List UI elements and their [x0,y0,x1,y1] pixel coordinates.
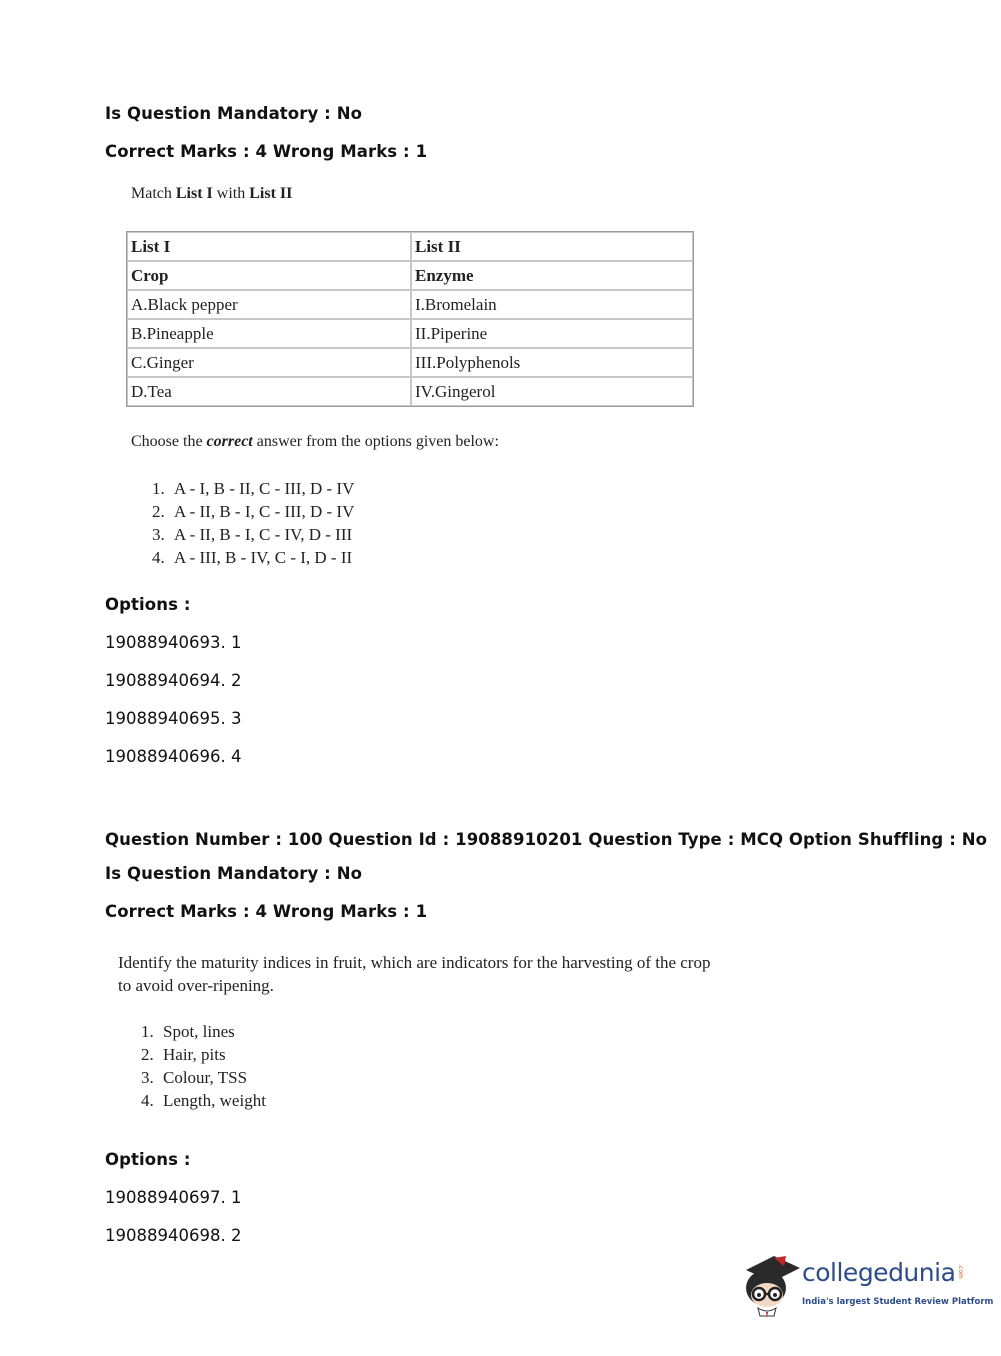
table-row [127,348,693,377]
table-cell: List II [411,232,693,261]
table-cell: II.Piperine [411,319,693,348]
choice-text: Colour, TSS [163,1068,248,1087]
list-item [141,1066,266,1089]
table-cell: IV.Gingerol [411,377,693,406]
table-cell: Enzyme [411,261,693,290]
q99-option-2: 19088940694. 2 [105,671,242,690]
q100-mandatory: Is Question Mandatory : No [105,864,363,883]
q99-mandatory: Is Question Mandatory : No [105,104,363,123]
list-item [141,1043,266,1066]
table-cell: III.Polyphenols [411,348,693,377]
q99-choose-instruction [131,433,499,451]
choose-emphasis: correct [206,433,253,450]
q99-option-1: 19088940693. 1 [105,633,242,652]
table-row [127,261,693,290]
choice-number: 1. [152,479,165,498]
collegedunia-logo [740,1252,994,1322]
table-cell: I.Bromelain [411,290,693,319]
table-cell: C.Ginger [127,348,411,377]
choice-text: A - II, B - I, C - IV, D - III [174,525,353,544]
q99-intro-list1: List I [175,185,213,202]
table-cell: List I [127,232,411,261]
choice-text: Spot, lines [163,1022,235,1041]
list-item [152,477,354,500]
choice-number: 3. [152,525,165,544]
q99-intro-with: with [212,185,250,202]
choice-number: 2. [152,502,165,521]
table-row [127,319,693,348]
choice-text: Length, weight [163,1091,266,1110]
table-row [127,232,693,261]
q99-intro [131,185,292,203]
logo-wordmark: collegedunia [802,1258,956,1287]
choose-suffix: answer from the options given below: [252,433,499,450]
logo-com: .com [957,1264,964,1279]
match-table [126,231,694,407]
q100-marks: Correct Marks : 4 Wrong Marks : 1 [105,902,428,921]
q100-options-label: Options : [105,1150,191,1169]
choice-number: 1. [141,1022,154,1041]
choice-number: 4. [141,1091,154,1110]
q100-question-text: Identify the maturity indices in fruit, which are indicators for the harvesting of the crop to avoid over-ripening. [118,953,711,995]
choice-text: A - I, B - II, C - III, D - IV [174,479,355,498]
q99-marks: Correct Marks : 4 Wrong Marks : 1 [105,142,428,161]
choice-number: 4. [152,548,165,567]
table-cell: B.Pineapple [127,319,411,348]
choose-prefix: Choose the [131,433,207,450]
q100-option-2: 19088940698. 2 [105,1226,242,1245]
table-row [127,290,693,319]
q99-intro-list2: List II [249,185,293,202]
q100-header: Question Number : 100 Question Id : 19088910201 Question Type : MCQ Option Shuffling : No [105,830,988,849]
list-item [141,1020,266,1043]
list-item [152,523,354,546]
choice-number: 2. [141,1045,154,1064]
choice-text: A - II, B - I, C - III, D - IV [174,502,355,521]
table-cell: A.Black pepper [127,290,411,319]
choice-number: 3. [141,1068,154,1087]
mascot-icon [740,1252,802,1322]
list-item [141,1089,266,1112]
q99-option-3: 19088940695. 3 [105,709,242,728]
q99-option-4: 19088940696. 4 [105,747,242,766]
table-row [127,377,693,406]
logo-tagline: India's largest Student Review Platform [802,1297,994,1307]
q99-choice-list [152,477,354,569]
list-item [152,546,354,569]
q99-options-label: Options : [105,595,191,614]
table-cell: Crop [127,261,411,290]
table-cell: D.Tea [127,377,411,406]
q100-choice-list [141,1020,266,1112]
q100-option-1: 19088940697. 1 [105,1188,242,1207]
q99-intro-prefix: Match [131,185,176,202]
choice-text: Hair, pits [163,1045,226,1064]
list-item [152,500,354,523]
choice-text: A - III, B - IV, C - I, D - II [174,548,353,567]
